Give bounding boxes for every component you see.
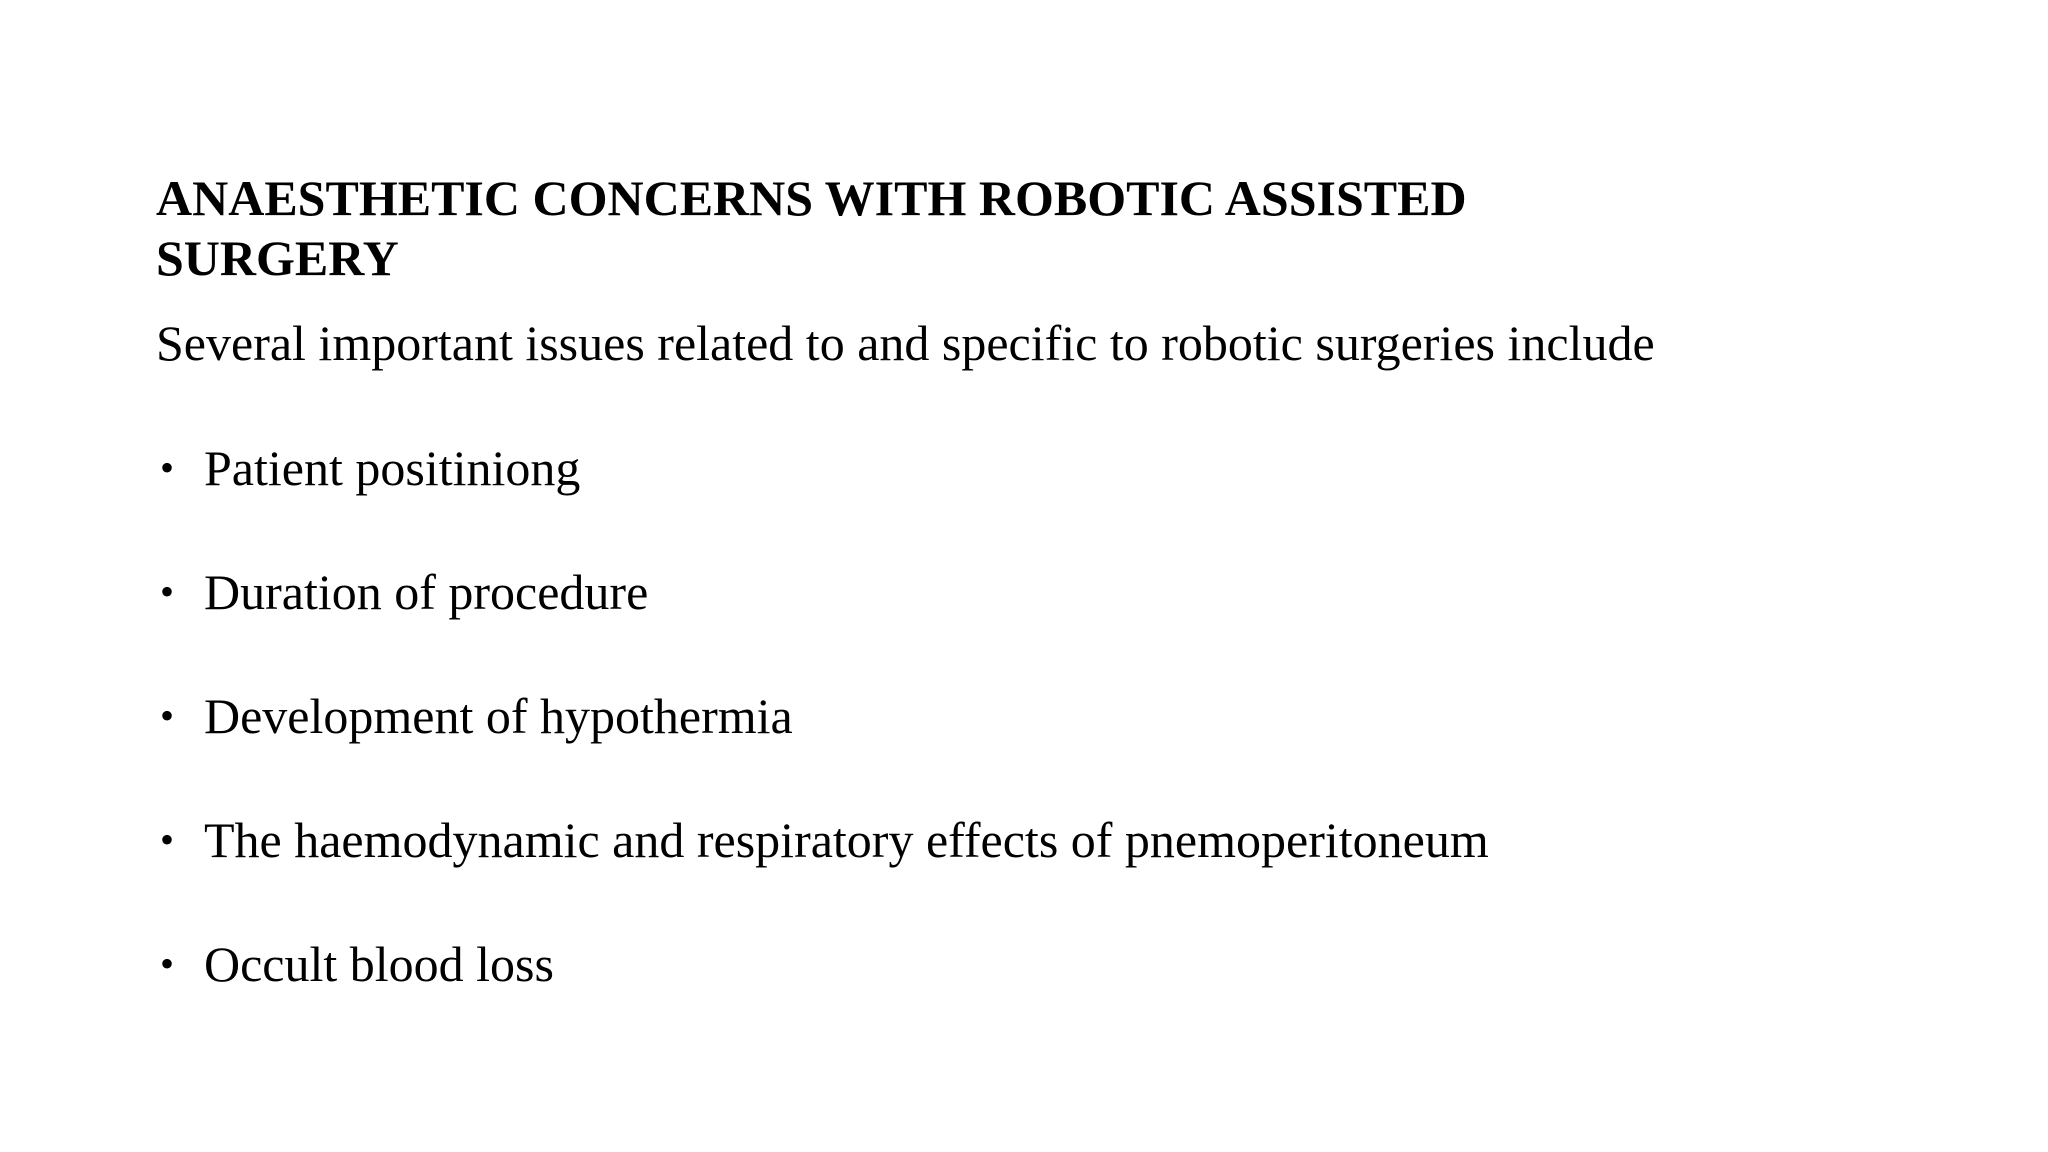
slide-title: ANAESTHETIC CONCERNS WITH ROBOTIC ASSISTED SURGERY [156,170,1467,286]
bullet-dot-icon: • [160,941,175,986]
bullet-dot-icon: • [160,569,175,614]
bullet-text: Occult blood loss [204,936,554,992]
bullet-item-patient-positioning [156,436,1956,560]
bullet-item-hypothermia [156,684,1956,808]
bullet-dot-icon: • [160,445,175,490]
bullet-item-pneumoperitoneum [156,808,1956,932]
bullet-text: Duration of procedure [204,564,649,620]
bullet-item-blood-loss [156,932,1956,1056]
bullet-text: Patient positiniong [204,440,581,496]
intro-text: Several important issues related to and specific to robotic surgeries include [156,315,1655,371]
bullet-dot-icon: • [160,693,175,738]
bullet-text: Development of hypothermia [204,688,793,744]
bullet-item-duration [156,560,1956,684]
bullet-dot-icon: • [160,817,175,862]
bullet-text: The haemodynamic and respiratory effects of pnemoperitoneum [204,812,1489,868]
bullet-list [156,436,1956,1056]
